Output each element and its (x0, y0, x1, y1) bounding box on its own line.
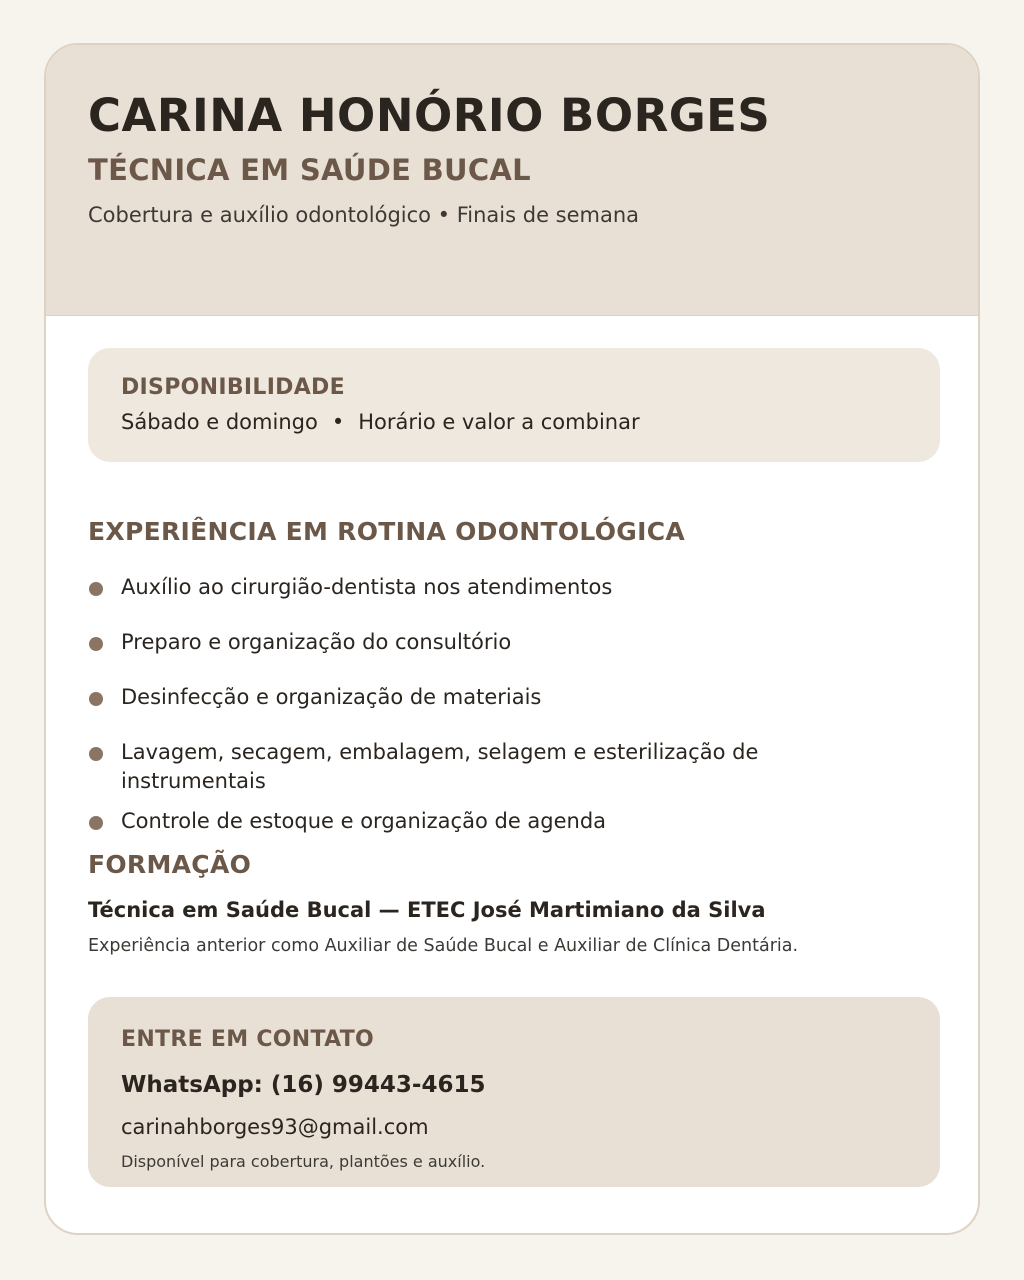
bullet-dot-icon (89, 747, 103, 761)
list-item-text: Preparo e organização do consultório (121, 630, 512, 654)
previous-experience: Experiência anterior como Auxiliar de Saúde Bucal e Auxiliar de Clínica Dentária. (88, 936, 799, 956)
list-item (88, 683, 908, 712)
education-degree: Técnica em Saúde Bucal — ETEC José Martimiano da Silva (88, 898, 766, 922)
availability-box (88, 348, 940, 462)
list-item-text: Controle de estoque e organização de agenda (121, 809, 607, 833)
resume-card (44, 43, 980, 1235)
bullet-dot-icon (89, 637, 103, 651)
tagline: Cobertura e auxílio odontológico • Finais de semana (88, 203, 640, 227)
list-item (88, 738, 908, 796)
education-title: FORMAÇÃO (88, 850, 252, 879)
list-item-text: Auxílio ao cirurgião-dentista nos atendimentos (121, 575, 613, 599)
contact-box (88, 997, 940, 1187)
list-item (88, 573, 908, 602)
contact-note: Disponível para cobertura, plantões e auxílio. (121, 1152, 486, 1171)
experience-title: EXPERIÊNCIA EM ROTINA ODONTOLÓGICA (88, 517, 685, 546)
list-item-text: Lavagem, secagem, embalagem, selagem e esterilização de instrumentais (121, 740, 759, 793)
list-item-text: Desinfecção e organização de materiais (121, 685, 542, 709)
bullet-dot-icon (89, 692, 103, 706)
whatsapp-number: WhatsApp: (16) 99443-4615 (121, 1072, 486, 1098)
email-address: carinahborges93@gmail.com (121, 1115, 429, 1139)
list-item (88, 807, 908, 836)
bullet-dot-icon (89, 582, 103, 596)
bullet-dot-icon (89, 816, 103, 830)
resume-header (46, 45, 978, 316)
contact-title: ENTRE EM CONTATO (121, 1027, 375, 1052)
availability-details (121, 410, 640, 434)
job-title: TÉCNICA EM SAÚDE BUCAL (88, 153, 531, 187)
availability-separator: • (331, 410, 345, 434)
availability-terms: Horário e valor a combinar (358, 410, 640, 434)
availability-title: DISPONIBILIDADE (121, 375, 345, 400)
list-item (88, 628, 908, 657)
availability-days: Sábado e domingo (121, 410, 318, 434)
person-name: CARINA HONÓRIO BORGES (88, 89, 771, 142)
